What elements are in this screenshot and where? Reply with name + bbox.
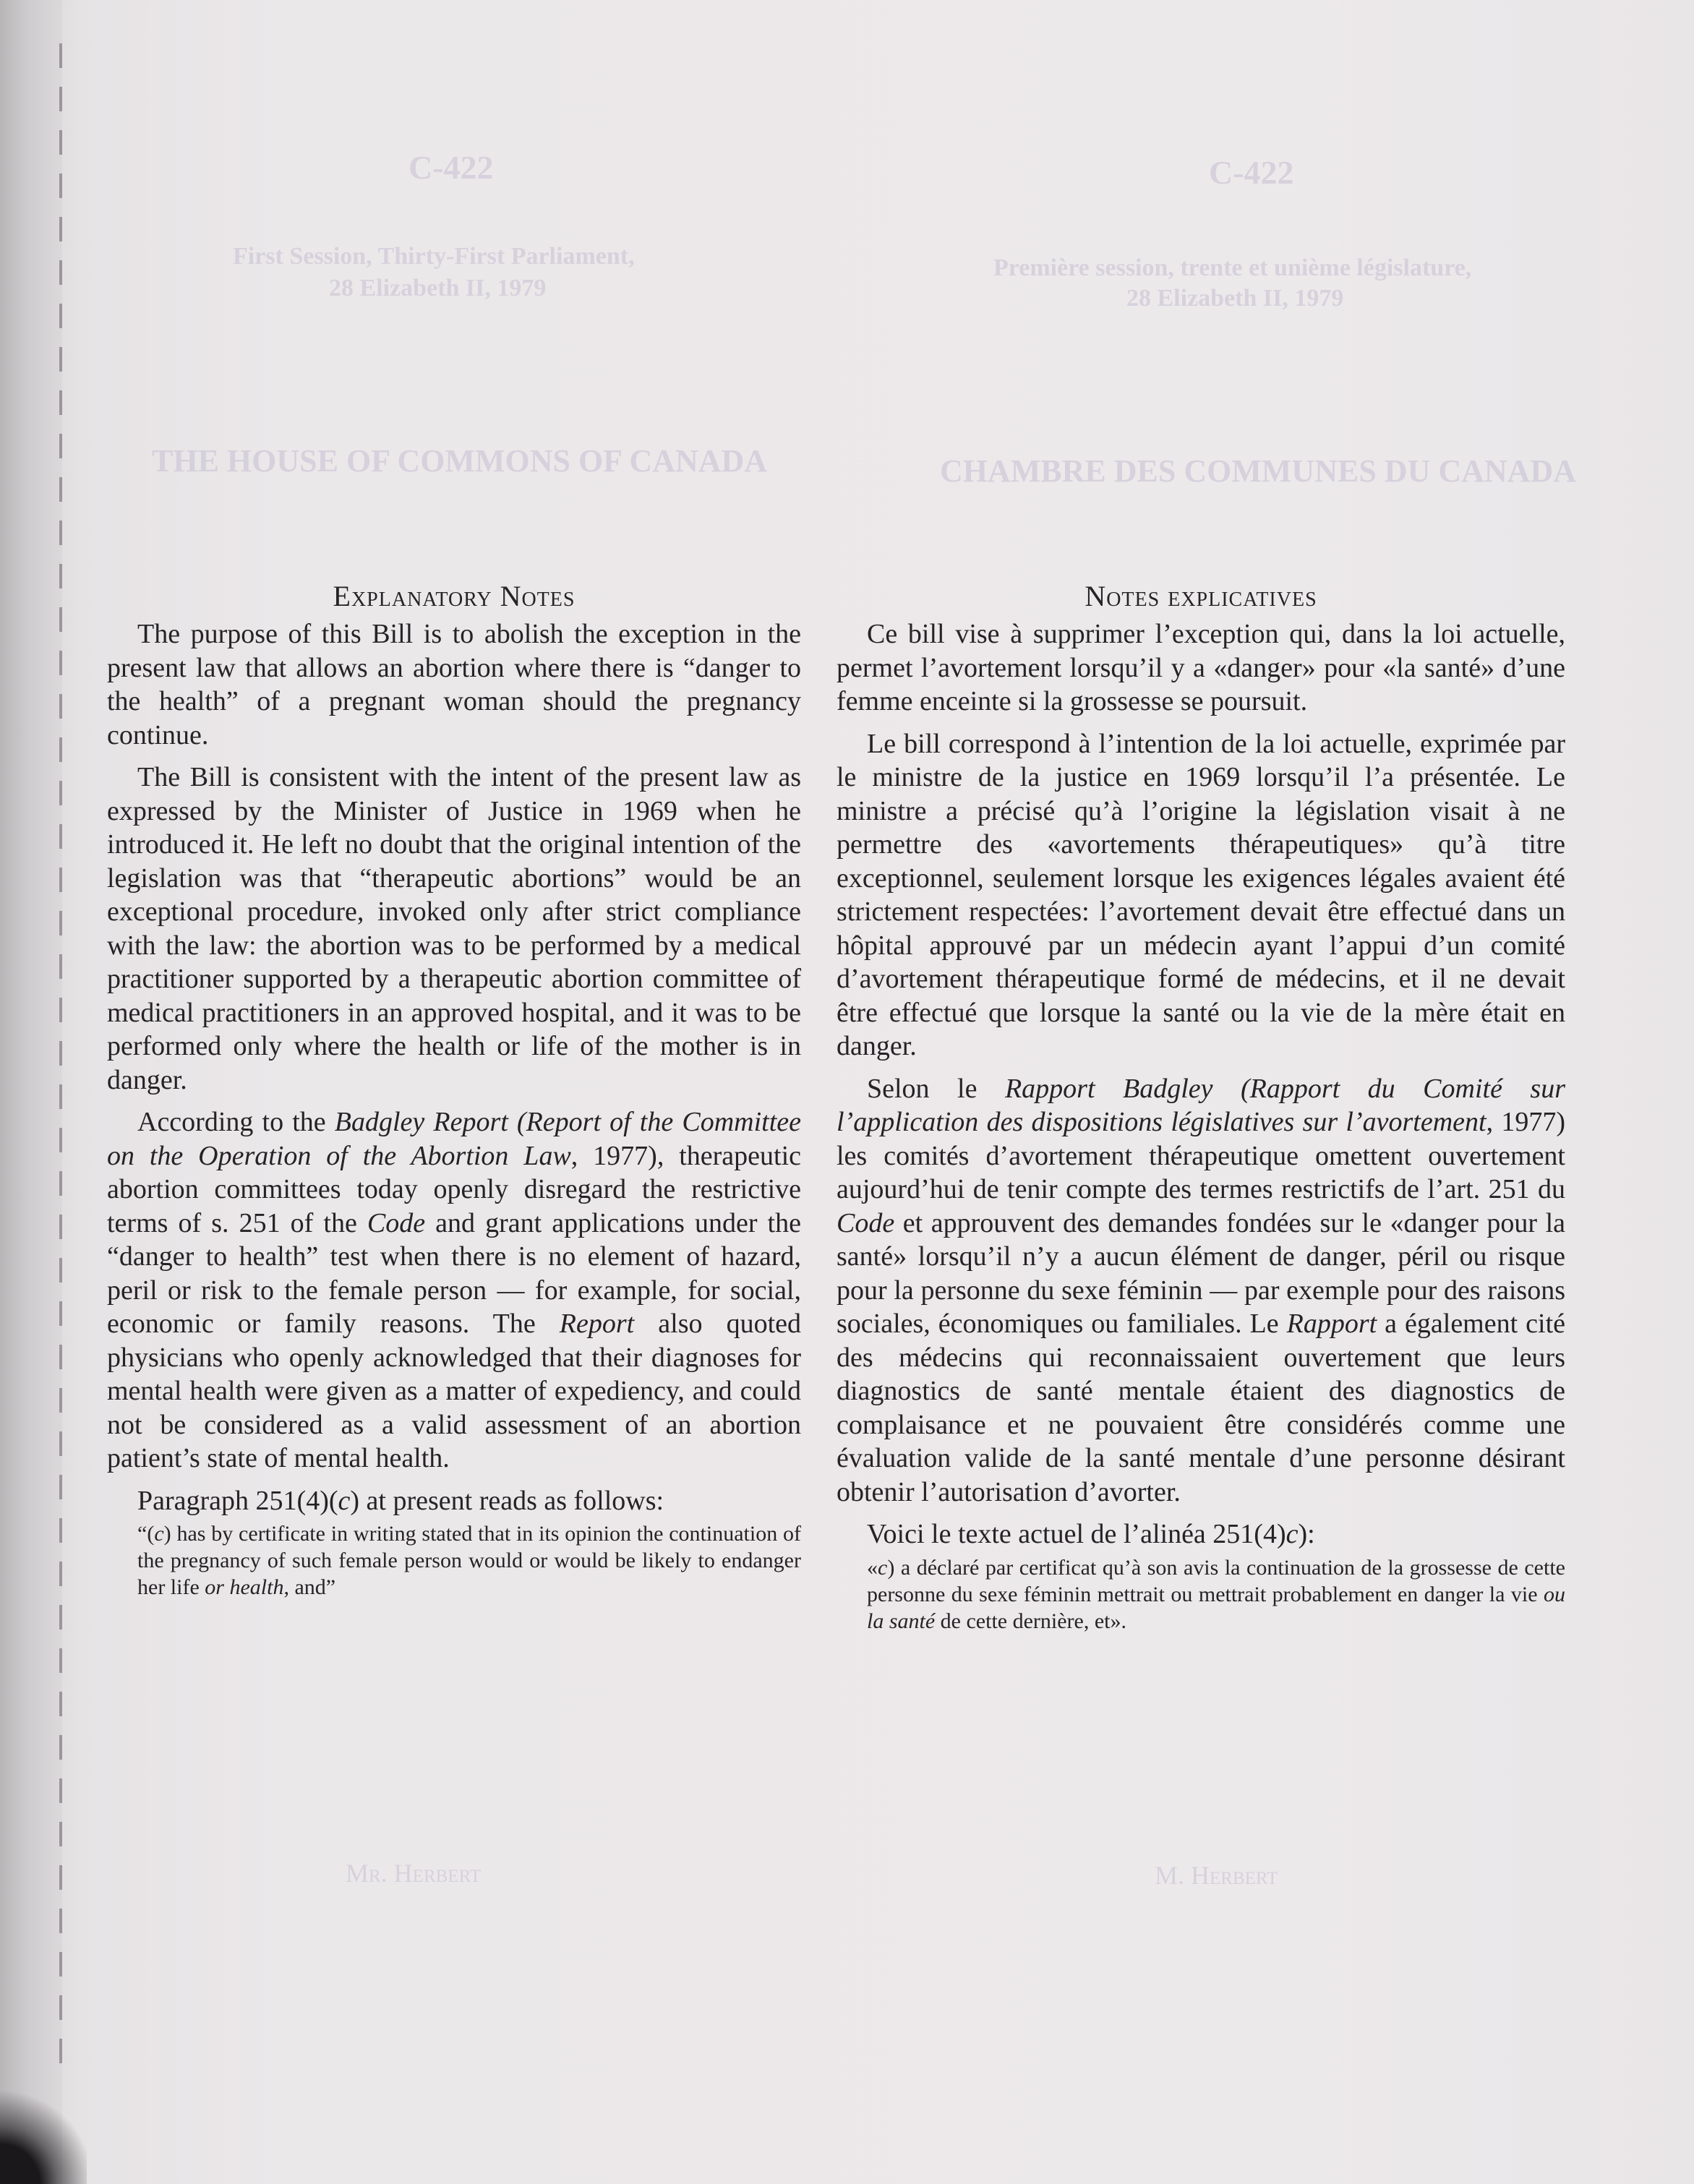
french-paragraph-2: Le bill correspond à l’intention de la loi actuelle, exprimée par le ministre de la justice en 1969 lorsqu’il l’a présentée. Le ministre a précisé qu’à l’origine la législation visait à ne permettre des «avortements thérapeutiques» qu’à titre exceptionnel, seulement lorsque les exigences légales avaient été strictement respectées: l’avortement devait être effectué dans un hôpital approuvé par un médecin ayant l’appui d’un comité d’avortement thérapeutique formé de médecins, et il ne devait être effectué que lorsque la santé ou la vie de la mère était en danger.: [837, 728, 1565, 1061]
french-quote: «c) a déclaré par certificat qu’à son avis la continuation de la grossesse de cette personne du sexe féminin mettrait ou mettrait probablement en danger la vie ou la santé de cette dernière, et».: [867, 1555, 1565, 1633]
ghost-left-member: Mr. Herbert: [346, 1859, 482, 1888]
binding-perforations: [59, 43, 62, 2068]
english-quote: “(c) has by certificate in writing stated that in its opinion the continuation of the pregnancy of such female person would or would be likely to endanger her life or health, and”: [137, 1522, 801, 1599]
ghost-right-house: CHAMBRE DES COMMUNES DU CANADA: [940, 453, 1576, 489]
ghost-left-session: First Session, Thirty-First Parliament,: [233, 243, 635, 270]
english-column: [107, 578, 801, 1601]
french-heading: Notes explicatives: [1085, 580, 1317, 612]
ghost-right-reign: 28 Elizabeth II, 1979: [1126, 285, 1344, 312]
ghost-left-house: THE HOUSE OF COMMONS OF CANADA: [152, 443, 768, 479]
ghost-right-session: Première session, trente et unième législature,: [993, 254, 1472, 281]
french-paragraph-4: Voici le texte actuel de l’alinéa 251(4)c):: [867, 1519, 1315, 1549]
english-paragraph-3: According to the Badgley Report (Report of the Committee on the Operation of the Abortion Law, 1977), therapeutic abortion committees today openly disregard the restrictive terms of s. 251 of the Code and grant applications under the “danger to health” test when there is no element of hazard, peril or risk to the female person — for example, for social, economic or family reasons. The Report also quoted physicians who openly acknowledged that their diagnoses for mental health were given as a matter of expediency, and could not be considered as a valid assessment of an abortion patient’s state of mental health.: [107, 1107, 801, 1473]
french-paragraph-1: Ce bill vise à supprimer l’exception qui, dans la loi actuelle, permet l’avortement lorsqu’il y a «danger» pour «la santé» d’une femme enceinte si la grossesse se poursuit.: [837, 619, 1565, 716]
english-paragraph-2: The Bill is consistent with the intent of the present law as expressed by the Minister of Justice in 1969 when he introduced it. He left no doubt that the original intention of the legislation was that “therapeutic abortions” would be an exceptional procedure, invoked only after strict compliance with the law: the abortion was to be performed by a medical practitioner supported by a therapeutic abortion committee of medical practitioners in an approved hospital, and it was to be performed only where the health or life of the mother is in danger.: [107, 762, 801, 1095]
corner-shadow: [0, 2082, 87, 2184]
english-heading: Explanatory Notes: [333, 580, 576, 612]
binding-edge: [0, 0, 62, 2184]
ghost-left-reign: 28 Elizabeth II, 1979: [329, 275, 547, 301]
english-paragraph-1: The purpose of this Bill is to abolish the exception in the present law that allows an abortion where there is “danger to the health” of a pregnant woman should the pregnancy continue.: [107, 619, 801, 750]
french-column: [837, 578, 1565, 1635]
french-paragraph-3: Selon le Rapport Badgley (Rapport du Comité sur l’application des dispositions législatives sur l’avortement, 1977) les comités d’avortement thérapeutique omettent ouvertement aujourd’hui de tenir compte des termes restrictifs de l’art. 251 du Code et approuvent des demandes fondées sur le «danger pour la santé» lorsqu’il n’y a aucun élément de danger, péril ou risque pour la personne du sexe féminin — par exemple pour des raisons sociales, économiques ou familiales. Le Rapport a également cité des médecins qui reconnaissaient ouvertement que leurs diagnostics de santé mentale étaient des diagnostics de complaisance et ne pouvaient être considérés comme une évaluation valide de la santé mentale d’une personne désirant obtenir l’autorisation d’avorter.: [837, 1073, 1565, 1507]
ghost-left-bill-number: C-422: [408, 149, 494, 186]
ghost-right-bill-number: C-422: [1209, 154, 1294, 191]
ghost-right-member: M. Herbert: [1155, 1861, 1278, 1890]
english-paragraph-4: Paragraph 251(4)(c) at present reads as follows:: [137, 1485, 664, 1516]
